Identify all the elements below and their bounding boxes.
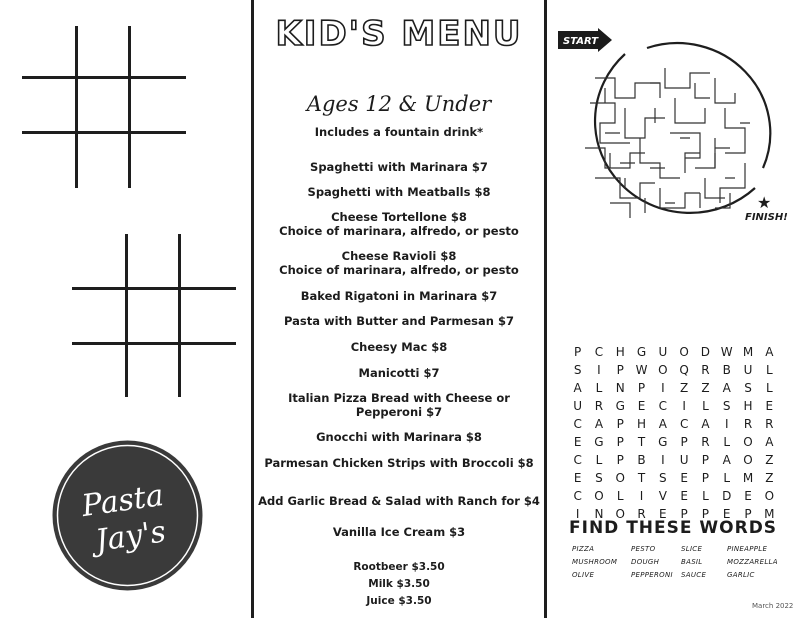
word-search-letter[interactable]: D: [700, 345, 711, 359]
word-search-letter[interactable]: A: [594, 417, 604, 431]
word-to-find: MOZZARELLA: [727, 558, 778, 566]
menu-item: Vanilla Ice Cream $3: [332, 525, 466, 539]
menu-item: Pasta with Butter and Parmesan $7: [284, 314, 514, 328]
word-search-letter[interactable]: P: [616, 435, 624, 449]
menu-item: Manicotti $7: [358, 366, 440, 380]
word-search-letter[interactable]: L: [595, 381, 603, 395]
word-to-find: MUSHROOM: [572, 558, 618, 566]
word-search-letter[interactable]: E: [680, 471, 688, 485]
word-search-letter[interactable]: N: [594, 507, 604, 521]
tic-tac-toe-board-2[interactable]: [72, 234, 236, 398]
word-search-letter[interactable]: R: [743, 417, 753, 431]
word-search-letter[interactable]: Q: [679, 363, 689, 377]
word-search-letter[interactable]: O: [594, 489, 604, 503]
word-search-letter[interactable]: G: [594, 435, 604, 449]
word-search-letter[interactable]: P: [680, 507, 688, 521]
word-search-grid[interactable]: [567, 343, 780, 523]
word-search-row: [567, 433, 780, 451]
word-search-letter[interactable]: U: [743, 363, 753, 377]
maze-puzzle[interactable]: [565, 38, 775, 228]
word-search-letter[interactable]: W: [635, 363, 648, 377]
word-search-letter[interactable]: M: [742, 471, 754, 485]
drink-note: Includes a fountain drink*: [314, 125, 484, 139]
word-to-find: PIZZA: [572, 545, 595, 553]
word-search-letter[interactable]: E: [680, 489, 688, 503]
word-search-letter[interactable]: I: [724, 417, 729, 431]
menu-add-on: Add Garlic Bread & Salad with Ranch for $4: [258, 494, 540, 508]
word-search-row: [567, 397, 780, 415]
word-search-letter[interactable]: P: [616, 453, 624, 467]
word-search-letter[interactable]: M: [742, 345, 754, 359]
word-search-letter[interactable]: I: [575, 507, 580, 521]
word-search-row: [567, 343, 780, 361]
word-search-letter[interactable]: I: [682, 399, 686, 413]
menu-item: Spaghetti with Meatballs $8: [307, 185, 491, 199]
word-to-find: PESTO: [631, 545, 656, 553]
menu-item: Cheese Tortellone $8: [331, 210, 467, 224]
word-search-letter[interactable]: I: [597, 363, 601, 377]
svg-text:Jay's: Jay's: [93, 514, 169, 559]
word-search-letter[interactable]: S: [744, 381, 752, 395]
menu-item-detail: Pepperoni $7: [355, 405, 443, 419]
word-search-letter[interactable]: M: [764, 507, 775, 521]
word-search-letter[interactable]: C: [679, 417, 689, 431]
word-search-letter[interactable]: O: [679, 345, 689, 359]
word-search-letter[interactable]: R: [637, 507, 646, 521]
word-search-letter[interactable]: E: [744, 489, 752, 503]
word-search-letter[interactable]: E: [573, 471, 582, 485]
word-search-letter[interactable]: R: [701, 363, 710, 377]
word-search-row: [567, 469, 780, 487]
word-to-find: DOUGH: [631, 558, 660, 566]
word-search-letter[interactable]: P: [637, 381, 646, 395]
word-search-letter[interactable]: A: [658, 417, 667, 431]
menu-item: Baked Rigatoni in Marinara $7: [300, 289, 498, 303]
word-search-letter[interactable]: U: [573, 399, 583, 413]
word-search-letter[interactable]: C: [573, 417, 582, 431]
word-search-letter[interactable]: V: [658, 489, 667, 503]
word-search-letter[interactable]: U: [658, 345, 668, 359]
word-search-letter[interactable]: G: [615, 399, 625, 413]
menu-item-detail: Choice of marinara, alfredo, or pesto: [279, 224, 519, 238]
word-search-letter[interactable]: O: [615, 471, 625, 485]
word-search-letter[interactable]: P: [616, 363, 624, 377]
word-search-letter[interactable]: P: [680, 435, 688, 449]
word-search-letter[interactable]: H: [637, 417, 647, 431]
word-search-letter[interactable]: E: [573, 435, 582, 449]
word-search-letter[interactable]: G: [636, 345, 647, 359]
word-search-letter[interactable]: Z: [680, 381, 689, 395]
word-to-find: SAUCE: [681, 571, 707, 579]
word-search-letter[interactable]: P: [701, 471, 710, 485]
word-search-letter[interactable]: P: [701, 507, 710, 521]
word-search-letter[interactable]: A: [573, 381, 582, 395]
print-date: March 2022: [752, 602, 794, 610]
word-search-letter[interactable]: C: [594, 345, 604, 359]
word-search-letter[interactable]: B: [722, 363, 731, 377]
start-label: START: [563, 36, 599, 47]
games-panel: [0, 0, 253, 618]
word-search-letter[interactable]: I: [639, 489, 644, 503]
word-search-letter[interactable]: Z: [701, 381, 710, 395]
word-search-letter[interactable]: I: [661, 381, 665, 395]
word-search-letter[interactable]: C: [573, 489, 582, 503]
word-search-letter[interactable]: L: [723, 435, 731, 449]
tic-tac-toe-board-1[interactable]: [22, 26, 186, 190]
word-search-letter[interactable]: R: [765, 417, 774, 431]
finish-label: FINISH!: [745, 212, 788, 223]
word-to-find: GARLIC: [727, 571, 755, 579]
word-search-letter[interactable]: L: [765, 381, 773, 395]
word-search-letter[interactable]: T: [637, 471, 646, 485]
word-search-row: [567, 379, 780, 397]
word-to-find: OLIVE: [572, 571, 595, 579]
finish-star-icon: ★: [757, 193, 772, 212]
drink-item: Juice $3.50: [366, 595, 432, 607]
word-search-letter[interactable]: R: [594, 399, 604, 413]
menu-title: KID'S MENU: [275, 14, 523, 54]
word-search-letter[interactable]: L: [702, 399, 709, 413]
word-search-letter[interactable]: L: [595, 453, 603, 467]
word-search-letter[interactable]: Z: [765, 471, 774, 485]
word-search-letter[interactable]: P: [616, 417, 624, 431]
menu-item: Cheese Ravioli $8: [341, 249, 457, 263]
word-to-find: PINEAPPLE: [727, 545, 768, 553]
word-to-find: BASIL: [681, 558, 703, 566]
word-search-row: [567, 487, 780, 505]
word-search-letter[interactable]: E: [722, 507, 731, 521]
word-search-letter[interactable]: D: [722, 489, 732, 503]
word-search-letter[interactable]: A: [701, 417, 710, 431]
word-search-letter[interactable]: P: [574, 345, 582, 359]
word-search-letter[interactable]: U: [679, 453, 689, 467]
word-search-title: FIND THESE WORDS: [569, 518, 778, 538]
word-search-letter[interactable]: E: [659, 507, 667, 521]
pasta-jays-logo: [50, 438, 205, 593]
word-search-letter[interactable]: L: [765, 363, 773, 377]
word-search-letter[interactable]: A: [765, 435, 774, 449]
kids-menu-panel: [253, 0, 545, 618]
word-search-letter[interactable]: I: [661, 453, 665, 467]
svg-text:Pasta: Pasta: [79, 477, 166, 525]
menu-item: Gnocchi with Marinara $8: [316, 430, 482, 444]
word-search-letter[interactable]: Z: [765, 453, 774, 467]
menu-item: Cheesy Mac $8: [350, 340, 448, 354]
word-to-find: SLICE: [681, 545, 703, 553]
word-search-letter[interactable]: O: [658, 363, 668, 377]
word-search-letter[interactable]: N: [615, 381, 625, 395]
word-search-letter[interactable]: O: [764, 489, 775, 503]
word-search-letter[interactable]: L: [702, 489, 709, 503]
drink-item: Milk $3.50: [368, 578, 430, 590]
word-search-letter[interactable]: S: [659, 471, 667, 485]
word-search-letter[interactable]: P: [701, 453, 710, 467]
word-search-letter[interactable]: C: [573, 453, 582, 467]
word-search-letter[interactable]: S: [573, 363, 582, 377]
word-search-letter[interactable]: A: [722, 453, 731, 467]
activities-panel: [545, 0, 800, 618]
drink-item: Rootbeer $3.50: [353, 561, 445, 573]
word-search-letter[interactable]: P: [744, 507, 752, 521]
word-search-letter[interactable]: L: [616, 489, 624, 503]
word-search-row: [567, 361, 780, 379]
word-search-letter[interactable]: H: [743, 399, 753, 413]
word-search-letter[interactable]: B: [637, 453, 646, 467]
menu-item-detail: Choice of marinara, alfredo, or pesto: [279, 263, 519, 277]
word-search-letter[interactable]: W: [720, 345, 733, 359]
menu-item: Spaghetti with Marinara $7: [310, 160, 488, 174]
word-search-letter[interactable]: S: [595, 471, 603, 485]
word-search-letter[interactable]: E: [637, 399, 646, 413]
word-search-letter[interactable]: O: [743, 453, 753, 467]
word-search-letter[interactable]: C: [658, 399, 668, 413]
word-search-letter[interactable]: L: [723, 471, 731, 485]
word-search-letter[interactable]: S: [722, 399, 731, 413]
menu-item: Parmesan Chicken Strips with Broccoli $8: [264, 456, 534, 470]
word-search-letter[interactable]: O: [615, 507, 625, 521]
word-search-row: [567, 451, 780, 469]
word-search-letter[interactable]: G: [658, 435, 668, 449]
menu-subtitle: Ages 12 & Under: [306, 92, 492, 116]
word-search-letter[interactable]: H: [615, 345, 625, 359]
word-search-letter[interactable]: R: [701, 435, 710, 449]
word-to-find: PEPPERONI: [631, 571, 673, 579]
word-search-letter[interactable]: T: [637, 435, 646, 449]
word-search-letter[interactable]: A: [765, 345, 774, 359]
word-search-letter[interactable]: E: [765, 399, 774, 413]
word-search-letter[interactable]: O: [743, 435, 753, 449]
word-search-letter[interactable]: A: [722, 381, 731, 395]
menu-item: Italian Pizza Bread with Cheese or: [288, 391, 510, 405]
word-search-row: [567, 415, 780, 433]
